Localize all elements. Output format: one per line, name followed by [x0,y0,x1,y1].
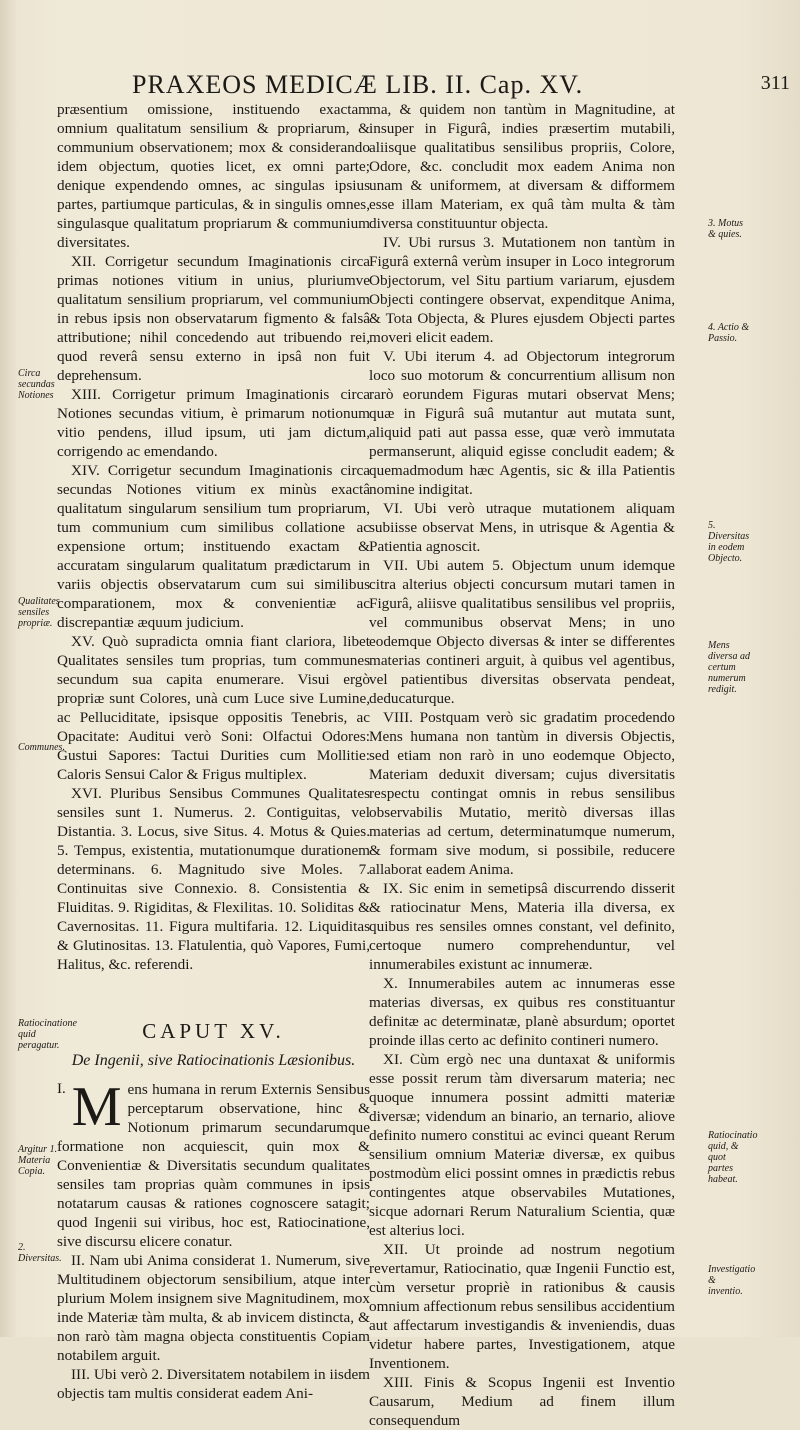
margin-note-left-4: Ratiocinatione quid peragatur. [18,1018,77,1051]
paragraph: XV. Quò supradicta omnia fiant clariora, libet Qualitates sensiles tum proprias, tum communes secundum sua capita enumerare. Visui ergò propriæ sunt Colores, unà cum Luce sive Lumine, ac Pelluciditate, ipsisque oppositis Tenebris, ac Opacitate: Auditui verò Soni: Olfactui Odores: Gustui Sapores: Tactui Durities cum Mollitie: Caloris Sensui Calor & Frigus multiplex. [57,633,370,783]
drop-cap: M [71,1076,122,1138]
margin-note-right-3: 5. Diversitas in eodem Objecto. [708,520,750,564]
paragraph: III. Ubi verò 2. Diversitatem notabilem in iisdem objectis tam multis considerat eadem Ani- [57,1366,370,1402]
paragraph-text: ens humana in rerum Externis Sensibus perceptarum observatione, hinc & Notionum primarum secundarumque formatione non acquiescit, quin mox & Convenientiæ & Diversitatis secundum qualitates sensiles tam proprias quàm communes in ipsis notatarum causas & rationes cognoscere satagit; quod Ingenii sui viribus, hoc est, Ratiocinatione, sive discursu elicere conatur. [57,1081,370,1250]
paragraph: VII. Ubi autem 5. Objectum unum idemque citra alterius objecti concursum mutari tamen in Figurâ, aliisve qualitatibus sensilibus vel propriis, vel communibus observat Mens; in uno eodemque Objecto diversas & inter se differentes materias contineri arguit, à quibus vel agentibus, vel patientibus diversitas observata pendeat, deducaturque. [369,557,675,707]
chapter-first-paragraph [57,1076,370,1251]
paragraph: XI. Cùm ergò nec una duntaxat & uniformis esse possit rerum tàm diversarum materia; nec quoque innumera possint admitti materiæ diversæ; videndum an binario, an ternario, aliove definito numero constitui ac evinci queant Rerum sensilium omnium Materiæ diversæ, ex quibus postmodùm elici possint omnes in prædictis rebus contingentes atque observabiles Mutationes, sicque adornari Rerum Naturalium Scientia, quæ est alterius loci. [369,1051,675,1239]
paragraph: V. Ubi iterum 4. ad Objectorum integrorum loco suo motorum & concurrentium allisum non rarò eorundem Figuras mutari observat Mens; quæ in Figurâ suâ mutantur aut mutata sunt, aliquid pati aut passa esse, quæ verò immutata permanserunt, aliquid egisse concludit eadem; & quemadmodum hæc Agentis, sic & illa Patientis nomine indigitat. [369,348,675,498]
paragraph: præsentium omissione, instituendo exactam omnium qualitatum sensilium & propriarum, & communium observationem; mox & considerando idem objectum, quoties licet, ex omni parte; denique expendendo omnes, ac singulas ipsius partes, partiumque particulas, & in singulis omnes, singulasque qualitatum propriarum & communium diversitates. [57,101,370,251]
margin-note-right-4: Mens diversa ad certum numerum redigit. [708,640,750,695]
paragraph: XVI. Pluribus Sensibus Communes Qualitates sensiles sunt 1. Numerus. 2. Contiguitas, vel Distantia. 3. Locus, sive Situs. 4. Motus & Quies. 5. Tempus, existentia, mutationumque durationem determinans. 6. Magnitudo sive Moles. 7. Continuitas sive Connexio. 8. Consistentia & Fluiditas. 9. Rigiditas, & Flexilitas. 10. Soliditas & Cavernositas. 11. Figura multifaria. 12. Liquiditas & Glutinositas. 13. Flatulentia, quò Vapores, Fumi, Halitus, &c. referendi. [57,785,370,973]
paragraph: XIII. Corrigetur primum Imaginationis circa Notiones secundas vitium, è primarum notionum vitio pendens, illud ipsum, uti jam dictum, corrigendo ac emendando. [57,386,370,460]
margin-note-left-3: Communes. [18,742,65,753]
paragraph: XIV. Corrigetur secundum Imaginationis circa secundas Notiones vitium ex minùs exactâ qualitatum singularum sensilium tum propriarum, tum communium cum similibus collatione ac expensione ortum; instituendo exactam & accuratam singularum qualitatum prædictarum in variis objectis observatarum cum sui similibus comparationem, mox & convenientiæ ac discrepantiæ æquum judicium. [57,462,370,631]
chapter-subtitle: De Ingenii, sive Ratiocinationis Læsionibus. [71,1052,356,1069]
paragraph-numeral: I. [57,1081,66,1097]
page-header [60,70,790,104]
chapter-heading: CAPUT XV. [142,1019,285,1043]
paragraph: II. Nam ubi Anima considerat 1. Numerum, sive Multitudinem objectorum sensibilium, atque inter plurium Molem insignem sive Magnitudinem, mox inde Materiæ tàm multa, & ab invicem distincta, & non rarò tàm magna objecta constituentis Copiam notabilem arguit. [57,1252,370,1364]
paragraph: XIII. Finis & Scopus Ingenii est Inventio Causarum, Medium ad finem illum consequendum [369,1374,675,1429]
paragraph: ma, & quidem non tantùm in Magnitudine, at insuper in Figurâ, indies præsertim mutabili, aliisque qualitatibus sensilibus propriis, Colore, Odore, &c. concludit mox eadem Anima non unam & uniformem, at diversam & difformem esse illam Materiam, ex quâ tàm multa & tàm diversa constituuntur objecta. [369,101,675,232]
paragraph: IX. Sic enim in semetipsâ discurrendo disserit & ratiocinatur Mens, Materia illa diversa, ex quibus res sensiles omnes constant, vel definito, certoque numero comprehenduntur, vel innumerabiles existunt ac innumeræ. [369,880,675,973]
margin-note-left-2: Qualitates sensiles propriæ. [18,596,60,629]
margin-note-right-6: Investigatio & inventio. [708,1264,756,1297]
margin-note-right-2: 4. Actio & Passio. [708,322,750,344]
paragraph: X. Innumerabiles autem ac innumeras esse materias diversas, ex quibus res constituantur definitæ ac determinatæ, planè absurdum; oportet proinde illas certo ac definito contineri numero. [369,975,675,1049]
margin-note-right-1: 3. Motus & quies. [708,218,743,240]
margin-note-left-5: Argitur 1. Materia Copia. [18,1144,58,1177]
paragraph: XII. Corrigetur secundum Imaginationis circa primas notiones vitium in unius, pluriumve qualitatum sensilium propriarum, vel communium in rebus ipsis non observatarum figmento & falsâ attributione; nihil concedendo aut tribuendo rei, quod reverâ sensu externo in ipsâ non fuit deprehensum. [57,253,370,384]
paragraph: XII. Ut proinde ad nostrum negotium revertamur, Ratiocinatio, quæ Ingenii Functio est, cùm versetur propriè in rationibus & causis omnium affectionum rebus sensilibus accidentium aut affectarum investigandis & inveniendis, duas videtur habere partes, Investigationem, atque Inventionem. [369,1241,675,1372]
paragraph: IV. Ubi rursus 3. Mutationem non tantùm in Figurâ externâ verùm insuper in Loco integrorum Objectorum, vel Situ partium variarum, ejusdem Objecti contingere observat, expenditque Anima, & Tota Objecta, & Plures ejusdem Objecti partes moveri elicit eadem. [369,234,675,346]
left-column [57,100,370,1403]
paragraph: VI. Ubi verò utraque mutationem aliquam subiisse observat Mens, in utrisque & Agentia & Patientia agnoscit. [369,500,675,555]
paragraph: VIII. Postquam verò sic gradatim procedendo Mens humana non tantùm in diversis Objectis, sed etiam non rarò in uno eodemque Objecto, Materiam deduxit diversam; cujus diversitatis respectu contingat omnis in rebus sensilibus observabilis Mutatio, meritò diversas illas materias ad certum, determinatumque numerum, & formam sive modum, si possibile, reducere allaborat eadem Anima. [369,709,675,878]
page-number: 311 [760,72,790,94]
running-title: PRAXEOS MEDICÆ LIB. II. Cap. XV. [132,70,584,99]
margin-note-right-5: Ratiocinatio quid, & quot partes habeat. [708,1130,758,1185]
right-column [369,100,675,1430]
margin-note-left-1: Circa secundas Notiones [18,368,55,401]
margin-note-left-6: 2. Diversitas. [18,1242,62,1264]
